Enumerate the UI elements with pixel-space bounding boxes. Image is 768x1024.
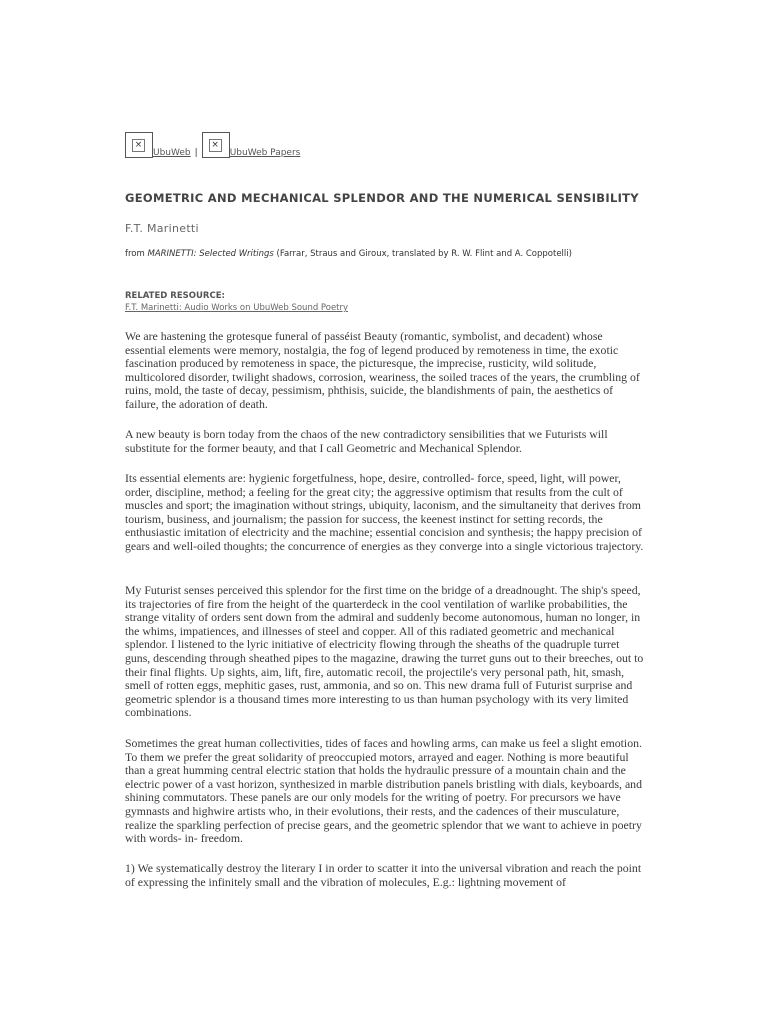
source-book-title: MARINETTI: Selected Writings — [147, 249, 274, 259]
body-paragraph-6: 1) We systematically destroy the literary I in order to scatter it into the universal vibration and reach the point of expressing the infinitely small and the vibration of molecules, E.g.: lightning movement of — [125, 861, 642, 889]
article-author: F.T. Marinetti — [125, 222, 199, 235]
ubuweb-papers-logo-image[interactable] — [202, 132, 230, 158]
ubuweb-papers-link[interactable]: UbuWeb Papers — [229, 148, 301, 158]
related-resource-link[interactable]: F.T. Marinetti: Audio Works on UbuWeb Sound Poetry — [125, 303, 349, 313]
broken-image-icon: × — [132, 139, 145, 152]
body-paragraph-2: A new beauty is born today from the chaos of the new contradictory sensibilities that we Futurists will substitute for the former beauty, and that I call Geometric and Mechanical Splendor. — [125, 427, 608, 455]
body-paragraph-4: My Futurist senses perceived this splendor for the first time on the bridge of a dreadnought. The ship's speed, its trajectories of fire from the height of the quarterdeck in the cool ventilation of warlike probabilities, the strange vitality of orders sent down from the admiral and suddenly become autonomous, human no longer, in the whims, impatiences, and illnesses of steel and copper. All of this radiated geometric and mechanical splendor. I listened to the lyric initiative of electricity flowing through the sheaths of the quadruple turret guns, descending through sheathed pipes to the magazine, drawing the turret guns out to their breeches, out to their final flights. Up sights, aim, lift, fire, automatic recoil, the projectile's very personal path, hit, smash, smell of rotten eggs, mephitic gases, rust, ammonia, and so on. This new drama full of Futurist surprise and geometric splendor is a thousand times more interesting to us than human psychology with its very limited combinations. — [125, 583, 644, 720]
article-title: GEOMETRIC AND MECHANICAL SPLENDOR AND THE NUMERICAL SENSIBILITY — [125, 191, 639, 205]
source-prefix: from — [125, 249, 148, 259]
related-resource-heading: RELATED RESOURCE: — [125, 291, 225, 301]
nav-separator: | — [194, 148, 198, 158]
body-paragraph-3: Its essential elements are: hygienic forgetfulness, hope, desire, controlled- force, speed, light, will power, order, discipline, method; a feeling for the great city; the aggressive optimism that results from the cult of muscles and sport; the imagination without strings, ubiquity, laconism, and the simultaneity that derives from tourism, business, and journalism; the passion for success, the keenest instinct for setting records, the enthusiastic imitation of electricity and the machine; essential concision and synthesis; the happy precision of gears and well-oiled thoughts; the concurrence of energies as they converge into a single victorious trajectory. — [125, 471, 644, 553]
site-nav — [125, 128, 300, 158]
source-suffix: (Farrar, Straus and Giroux, translated by R. W. Flint and A. Coppotelli) — [273, 249, 572, 259]
ubuweb-logo-image[interactable] — [125, 132, 153, 158]
body-paragraph-5: Sometimes the great human collectivities, tides of faces and howling arms, can make us feel a slight emotion. To them we prefer the great solidarity of preoccupied motors, arrayed and eager. Nothing is more beautiful than a great humming central electric station that holds the hydraulic pressure of a mountain chain and the electric power of a vast horizon, synthesized in marble distribution panels bristling with dials, keyboards, and shining commutators. These panels are our only models for the writing of poetry. For precursors we have gymnasts and highwire artists who, in their evolutions, their rests, and the cadences of their musculature, realize the sparkling perfection of precise gears, and the geometric splendor that we want to achieve in poetry with words- in- freedom. — [125, 736, 642, 846]
article-source — [125, 249, 572, 259]
ubuweb-link[interactable]: UbuWeb — [153, 148, 191, 158]
broken-image-icon: × — [209, 139, 222, 152]
body-paragraph-1: We are hastening the grotesque funeral of passéist Beauty (romantic, symbolist, and decadent) whose essential elements were memory, nostalgia, the fog of legend produced by remoteness in time, the exotic fascination produced by remoteness in space, the picturesque, the imprecise, rusticity, wild solitude, multicolored disorder, twilight shadows, corrosion, weariness, the soiled traces of the years, the crumbling of ruins, mold, the taste of decay, pessimism, phthisis, suicide, the blandishments of pain, the aesthetics of failure, the adoration of death. — [125, 329, 640, 411]
